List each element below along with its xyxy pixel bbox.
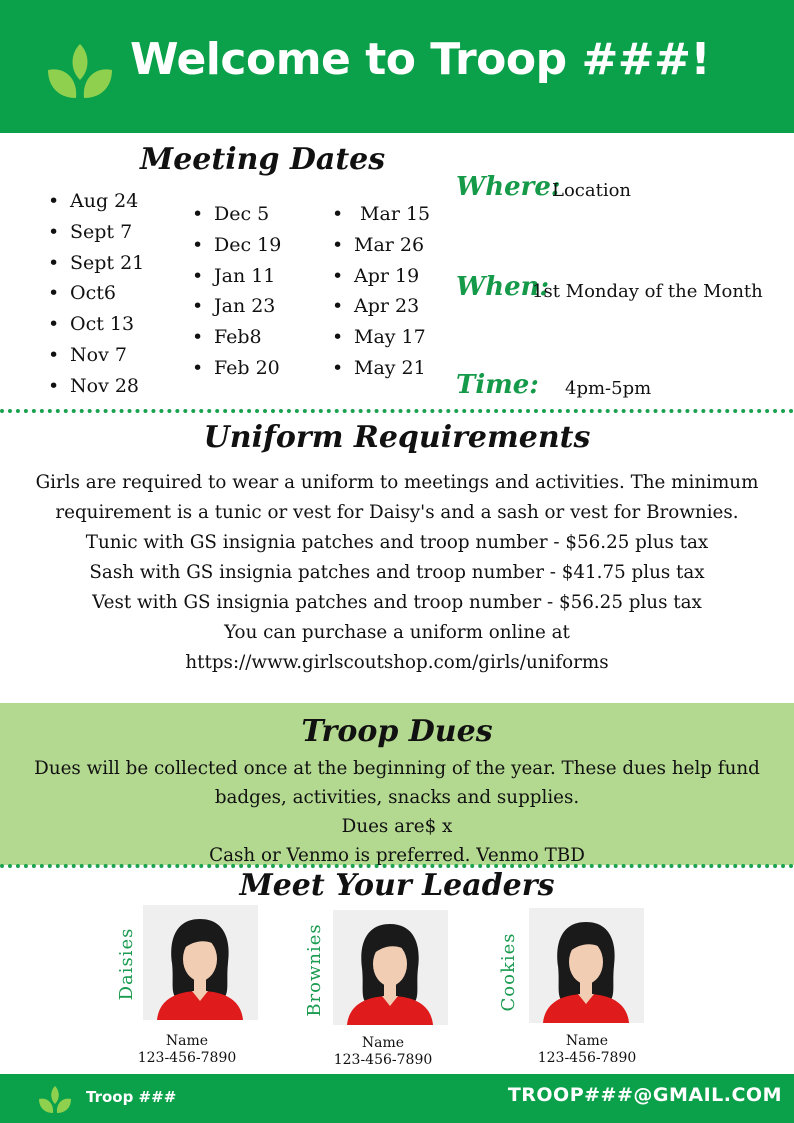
when-value: 1st Monday of the Month bbox=[532, 281, 763, 302]
dues-line: badges, activities, snacks and supplies. bbox=[214, 787, 580, 808]
when-label: When: bbox=[456, 272, 550, 302]
uniform-line: Girls are required to wear a uniform to meetings and activities. The minimum bbox=[35, 472, 759, 493]
leaf-logo-icon bbox=[46, 40, 114, 100]
uniform-line: You can purchase a uniform online at bbox=[224, 622, 570, 643]
leader-info bbox=[112, 1033, 262, 1067]
role-label-cookies: Cookies bbox=[498, 932, 519, 1012]
role-label-brownies: Brownies bbox=[304, 923, 325, 1017]
person-avatar-icon bbox=[333, 910, 448, 1025]
footer-email-link[interactable]: TROOP###@GMAIL.COM bbox=[507, 1084, 782, 1106]
leader-phone: 123-456-7890 bbox=[137, 1050, 237, 1066]
leader-name: Name bbox=[361, 1035, 405, 1051]
date-item: • Dec 19 bbox=[188, 230, 281, 261]
uniform-title: Uniform Requirements bbox=[203, 420, 591, 455]
avatar bbox=[143, 905, 258, 1020]
date-item: • Oct6 bbox=[44, 278, 144, 309]
date-item: • Sept 21 bbox=[44, 248, 144, 279]
date-item: • Nov 7 bbox=[44, 340, 144, 371]
dues-line: Dues will be collected once at the beginning of the year. These dues help fund bbox=[34, 758, 760, 779]
date-item: • Sept 7 bbox=[44, 217, 144, 248]
time-value: 4pm-5pm bbox=[565, 378, 652, 399]
uniform-line: Vest with GS insignia patches and troop number - $56.25 plus tax bbox=[92, 592, 702, 613]
dues-line: Cash or Venmo is preferred. Venmo TBD bbox=[209, 845, 585, 866]
avatar bbox=[529, 908, 644, 1023]
date-item: • May 21 bbox=[328, 353, 430, 384]
leader-name: Name bbox=[165, 1033, 209, 1049]
person-avatar-icon bbox=[529, 908, 644, 1023]
date-item: • Feb8 bbox=[188, 322, 281, 353]
page-title: Welcome to Troop ###! bbox=[130, 34, 711, 85]
leader-info bbox=[308, 1035, 458, 1069]
dates-column-1 bbox=[44, 186, 144, 402]
date-item: • Oct 13 bbox=[44, 309, 144, 340]
leader-info bbox=[512, 1033, 662, 1067]
time-label: Time: bbox=[456, 370, 539, 400]
leader-phone: 123-456-7890 bbox=[537, 1050, 637, 1066]
leader-name: Name bbox=[565, 1033, 609, 1049]
meeting-dates-title: Meeting Dates bbox=[140, 142, 386, 177]
date-item: • Feb 20 bbox=[188, 353, 281, 384]
dates-column-2 bbox=[188, 199, 281, 384]
date-item: • Jan 11 bbox=[188, 261, 281, 292]
date-item: • May 17 bbox=[328, 322, 430, 353]
date-item: • Aug 24 bbox=[44, 186, 144, 217]
date-item: • Nov 28 bbox=[44, 371, 144, 402]
avatar bbox=[333, 910, 448, 1025]
date-item: • Mar 15 bbox=[328, 199, 430, 230]
where-value: Location bbox=[552, 180, 632, 201]
leader-phone: 123-456-7890 bbox=[333, 1052, 433, 1068]
dues-line: Dues are$ x bbox=[341, 816, 453, 837]
date-item: • Apr 19 bbox=[328, 261, 430, 292]
footer-troop-name: Troop ### bbox=[86, 1088, 177, 1106]
dues-title: Troop Dues bbox=[301, 714, 493, 749]
date-item: • Apr 23 bbox=[328, 291, 430, 322]
uniform-link[interactable]: https://www.girlscoutshop.com/girls/uniforms bbox=[185, 652, 609, 673]
leaf-logo-icon bbox=[38, 1084, 72, 1114]
where-label: Where: bbox=[456, 172, 561, 202]
date-item: • Jan 23 bbox=[188, 291, 281, 322]
role-label-daisies: Daisies bbox=[116, 927, 137, 1001]
dues-text bbox=[0, 754, 794, 870]
date-item: • Dec 5 bbox=[188, 199, 281, 230]
person-avatar-icon bbox=[143, 905, 258, 1020]
uniform-line: Tunic with GS insignia patches and troop number - $56.25 plus tax bbox=[85, 532, 709, 553]
date-item: • Mar 26 bbox=[328, 230, 430, 261]
uniform-line: Sash with GS insignia patches and troop number - $41.75 plus tax bbox=[89, 562, 705, 583]
uniform-text bbox=[0, 468, 794, 678]
section-divider bbox=[0, 409, 794, 413]
dates-column-3 bbox=[328, 199, 430, 384]
uniform-line: requirement is a tunic or vest for Daisy's and a sash or vest for Brownies. bbox=[55, 502, 739, 523]
leaders-title: Meet Your Leaders bbox=[239, 868, 555, 903]
